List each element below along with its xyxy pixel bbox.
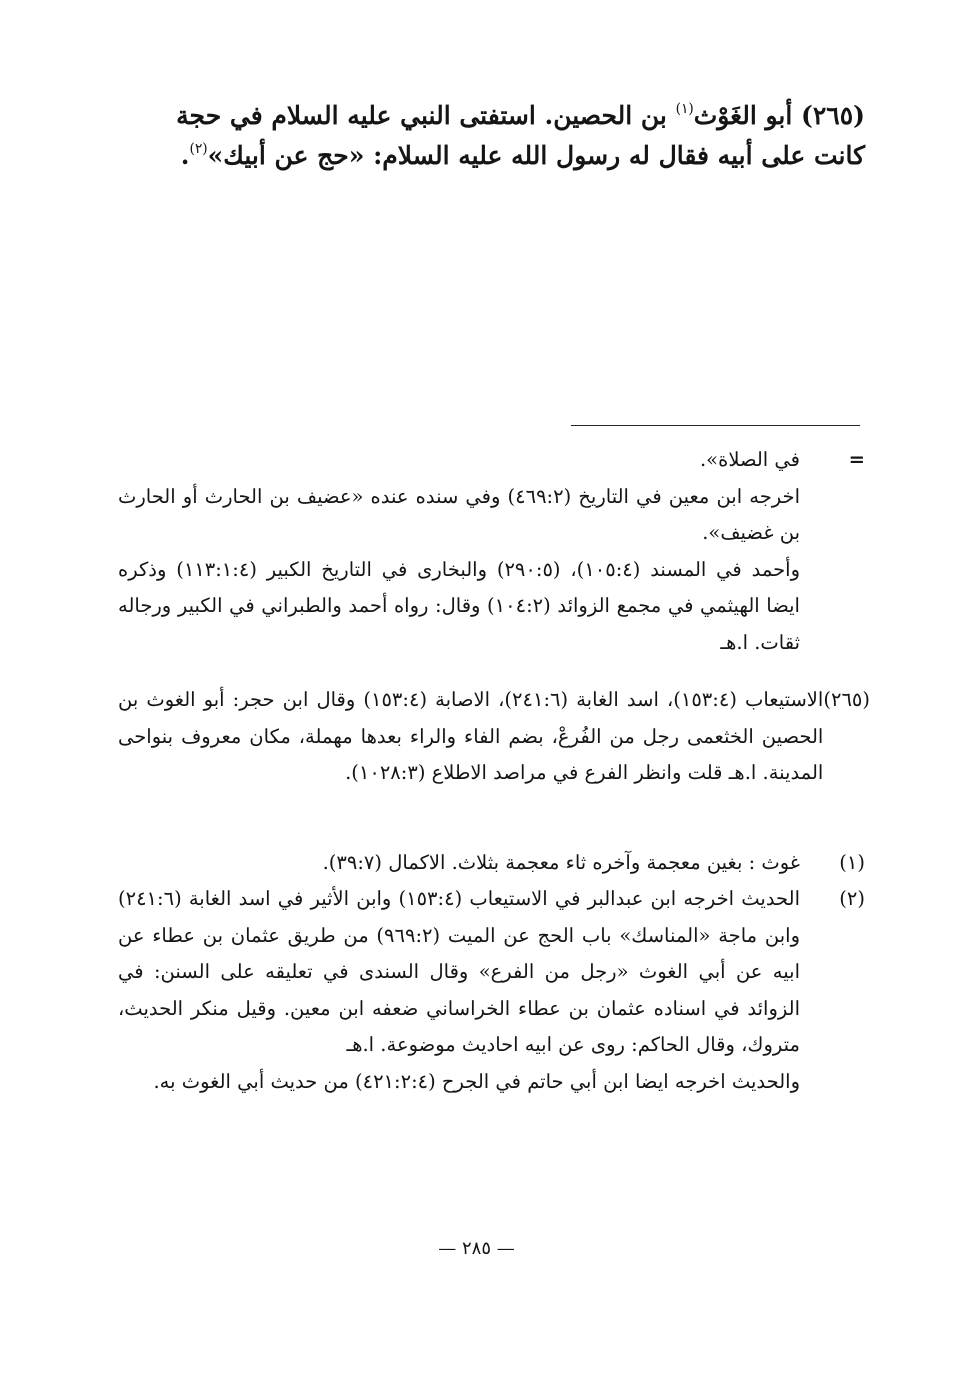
footnote-2-text: الحديث اخرجه ابن عبدالبر في الاستيعاب (١٥٣:٤) وابن الأثير في اسد الغابة (٢٤١:٦) وابن ماجة «المناسك» باب الحج عن الميت (٩٦٩:٢) من طريق عثمان بن عطاء عن ابيه عن أبي الغوث «رجل من الفرع» وقال السندى في تعليقه على السنن: في الزوائد في اسناده عثمان بن عطاء الخراساني ضعفه ابن معين. وقيل منكر الحديث، متروك، وقال الحاكم: روى عن ابيه احاديث موضوعة. ا.هـ <box>118 887 800 1056</box>
hadith-quote: حج عن أبيك <box>223 141 349 170</box>
footnote-continuation <box>118 442 870 479</box>
footnotes <box>118 442 870 661</box>
footnote-ref-1: (١) <box>675 101 694 117</box>
main-entry-line-1: (٢٦٥) أبو الغَوْث$^{(١)}$ بن الحصين. استفتى النبي عليه السلام في حجة <box>176 101 865 130</box>
footnote-2-mark: (٢) <box>839 887 865 910</box>
footnote-1-text: غوث : بغين معجمة وآخره ثاء معجمة بثلاث. الاكمال (٣٩:٧). <box>322 851 800 874</box>
footnote-2-additional: والحديث اخرجه ايضا ابن أبي حاتم في الجرح (٤٢١:٢:٤) من حديث أبي الغوث به. <box>153 1069 800 1093</box>
footnote-2 <box>118 881 870 1100</box>
footnote-1-mark: (١) <box>839 851 865 874</box>
footnote-paragraph-ibn-maeen: اخرجه ابن معين في التاريخ (٤٦٩:٢) وفي سنده عنده «عضيف بن الحارث أو الحارث بن غضيف». <box>118 484 800 544</box>
footnote-separator <box>571 425 860 426</box>
footnote-265-mark: (٢٦٥) <box>823 688 870 711</box>
footnote-paragraph-ahmad: وأحمد في المسند (١٠٥:٤)، (٢٩٠:٥) والبخارى في التاريخ الكبير (١١٣:١:٤) وذكره ايضا الهيثمي في مجمع الزوائد (١٠٤:٢) وقال: رواه أحمد والطبراني في الكبير ورجاله ثقات. ا.هـ <box>118 557 800 654</box>
continuation-text: في الصلاة». <box>699 448 800 471</box>
footnote-265 <box>118 682 870 792</box>
footnote-ref-2: (٢) <box>189 141 208 157</box>
continuation-mark: = <box>848 448 865 471</box>
footnote-1 <box>118 845 870 882</box>
footnote-265-text: الاستيعاب (١٥٣:٤)، اسد الغابة (٢٤١:٦)، الاصابة (١٥٣:٤) وقال ابن حجر: أبو الغوث بن الحصين الخثعمى رجل من الفُرعْ، بضم الفاء والراء بعدها مهملة، مكان معروف بنواحى المدينة. ا.هـ قلت وانظر الفرع في مراصد الاطلاع (١٠٢٨:٣). <box>118 688 824 784</box>
page-number: — ٢٨٥ — <box>438 1238 515 1259</box>
main-entry-line-2: كانت على أبيه فقال له رسول الله عليه السلام: «حج عن أبيك»$^{(٢)}$. <box>180 141 865 170</box>
main-entry <box>105 96 865 176</box>
